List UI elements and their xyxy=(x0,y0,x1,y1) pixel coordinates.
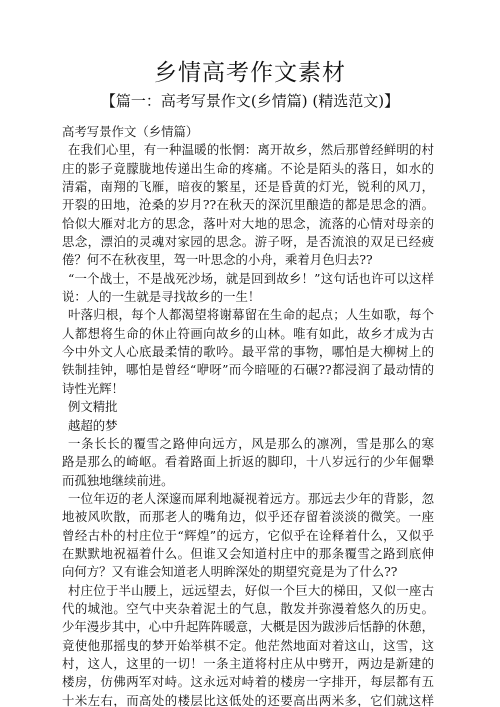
body-line: 一条长长的覆雪之路伸向远方，风是那么的凛冽，雪是那么的寒 xyxy=(68,435,434,451)
essay-title: 越超的梦 xyxy=(68,417,118,433)
body-line: 而孤独地继续前进。 xyxy=(62,472,174,488)
body-line: 人都想将生命的休止符画向故乡的山林。唯有如此，故乡才成为古 xyxy=(62,325,434,341)
body-line: 一位年迈的老人深邃而犀利地凝视着远方。那远去少年的背影，忽 xyxy=(68,490,434,506)
body-line: 村庄位于半山腰上，远远望去，好似一个巨大的梯田，又似一座古 xyxy=(68,582,434,598)
body-line: 少年漫步其中，心中升起阵阵暖意，大概是因为跋涉后恬静的休憩， xyxy=(62,619,434,635)
body-line: 地被风吹散，而那老人的嘴角边，似乎还存留着淡淡的微笑。一座 xyxy=(62,509,434,525)
body-line: 曾经古朴的村庄位于“辉煌”的远方，它似乎在诠释着什么，又似乎 xyxy=(62,527,434,543)
body-line: 路是那么的崎岖。看着路面上折返的脚印，十八岁远行的少年倔犟 xyxy=(62,454,434,470)
page-title: 乡情高考作文素材 xyxy=(154,60,346,86)
body-line: 恰似大雁对北方的思念，落叶对大地的思念，流落的心情对母亲的 xyxy=(62,215,434,231)
body-line: 诗性光辉！ xyxy=(62,380,124,396)
body-line: 代的城池。空气中夹杂着泥土的气息，散发并弥漫着悠久的历史。 xyxy=(62,600,434,616)
body-line: 楼房，仿佛两军对峙。这永远对峙着的楼房一字排开，每层都有五 xyxy=(62,674,434,690)
body-line: 庄的影子竟朦胧地传递出生命的疼痛。不论是陌头的落日，如水的 xyxy=(62,160,434,176)
body-line: 思念，漂泊的灵魂对家园的思念。游子呀，是否流浪的双足已经疲 xyxy=(62,234,434,250)
body-line: 铁制挂钟，哪怕是曾经“咿呀”而今暗哑的石碾??都浸润了最动情的 xyxy=(62,362,434,378)
body-line: 竟使他那摇曳的梦开始举棋不定。他茫然地面对着这山，这雪，这 xyxy=(62,637,434,653)
body-line: 向何方？又有谁会知道老人明眸深处的期望究竟是为了什么?? xyxy=(62,564,398,580)
body-line: 开裂的田地，沧桑的岁月??在秋天的深沉里酿造的都是思念的酒。 xyxy=(62,197,434,213)
body-line: 今中外文人心底最柔情的歌吟。最平常的事物，哪怕是大柳树上的 xyxy=(62,344,434,360)
body-line: 在我们心里，有一种温暖的怅惘：离开故乡，然后那曾经鲜明的村 xyxy=(68,142,434,158)
body-line: 十米左右，而高处的楼层比这低处的还要高出两米多，它们就这样 xyxy=(62,692,434,707)
article-body xyxy=(62,123,434,707)
section-heading: 高考写景作文（乡情篇） xyxy=(62,124,199,139)
body-line: 在默默地祝福着什么。但谁又会知道村庄中的那条覆雪之路到底伸 xyxy=(62,545,434,561)
body-line: “一个战士，不是战死沙场，就是回到故乡！”这句话也许可以这样 xyxy=(68,270,434,286)
page-subtitle: 【篇一：高考写景作文(乡情篇) (精选范文)】 xyxy=(100,92,400,110)
section-heading: 例文精批 xyxy=(68,399,118,415)
body-line: 清霜，南翔的飞雁，暗夜的繁星，还是昏黄的灯光，锐利的风刀， xyxy=(62,179,434,195)
body-line: 倦？何不在秋夜里，驾一叶思念的小舟，乘着月色归去?? xyxy=(62,252,373,268)
body-line: 说：人的一生就是寻找故乡的一生！ xyxy=(62,289,261,305)
body-line: 村，这人，这里的一切！一条主道将村庄从中劈开，两边是新建的 xyxy=(62,655,434,671)
body-line: 叶落归根，每个人都渴望将谢幕留在生命的起点；人生如歌，每个 xyxy=(68,307,434,323)
